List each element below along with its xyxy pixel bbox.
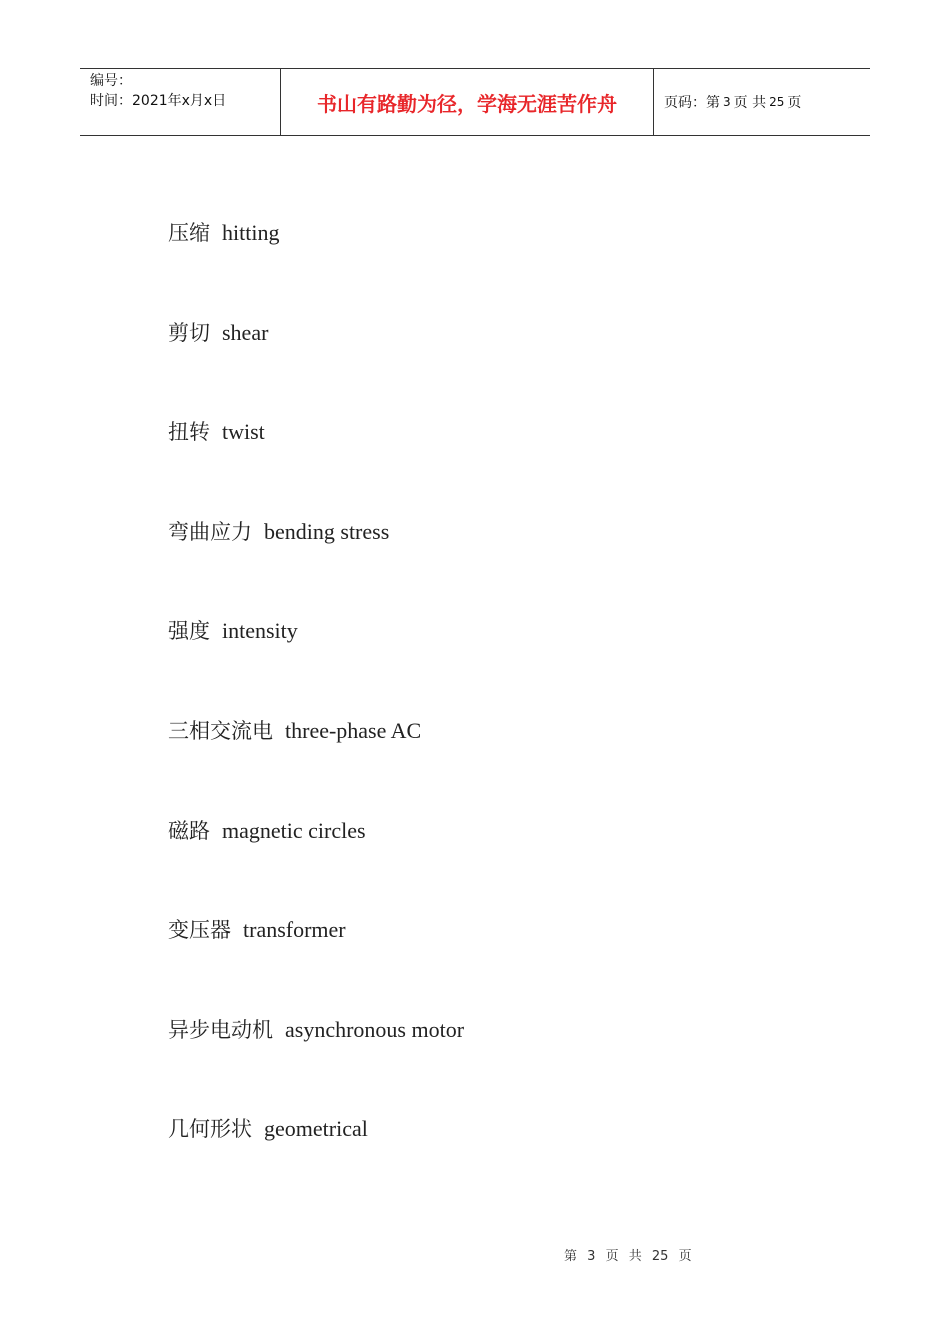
term-english: bending stress — [264, 518, 390, 544]
page-total: 25 — [769, 95, 785, 109]
page-prefix: 页码：第 — [664, 95, 720, 111]
term-chinese: 扭转 — [168, 420, 210, 445]
term-chinese: 磁路 — [168, 818, 210, 843]
term-chinese: 三相交流电 — [168, 718, 273, 743]
term-english: magnetic circles — [222, 817, 366, 843]
list-item — [168, 611, 464, 711]
number-label: 编号： — [90, 73, 132, 89]
term-chinese: 弯曲应力 — [168, 519, 252, 544]
page-mid: 页 共 — [733, 95, 767, 111]
term-english: hitting — [222, 220, 280, 245]
term-chinese: 强度 — [168, 619, 210, 644]
header-page-info — [654, 69, 870, 135]
header-motto — [281, 69, 654, 135]
term-english: intensity — [222, 618, 298, 644]
header-meta — [80, 69, 281, 135]
footer-suffix: 页 — [678, 1249, 692, 1264]
list-item — [168, 910, 464, 1010]
list-item — [168, 213, 464, 313]
term-chinese: 压缩 — [168, 221, 210, 245]
term-chinese: 几何形状 — [168, 1117, 252, 1142]
list-item — [168, 811, 464, 911]
page-suffix: 页 — [787, 95, 802, 111]
list-item — [168, 711, 464, 811]
term-english: geometrical — [264, 1116, 368, 1142]
footer-current-page: 3 — [587, 1249, 596, 1264]
list-item — [168, 1010, 464, 1110]
page-footer — [564, 1245, 698, 1264]
term-english: asynchronous motor — [285, 1016, 465, 1042]
motto-text: 书山有路勤为径，学海无涯苦作舟 — [317, 91, 617, 116]
term-chinese: 变压器 — [168, 918, 231, 943]
page-current: 3 — [723, 95, 731, 109]
term-chinese: 剪切 — [168, 320, 210, 345]
footer-total-pages: 25 — [651, 1249, 669, 1264]
list-item — [168, 512, 464, 612]
list-item — [168, 313, 464, 413]
term-english: shear — [222, 319, 269, 345]
footer-mid1: 页 — [605, 1249, 619, 1264]
list-item — [168, 1109, 464, 1209]
term-chinese: 异步电动机 — [168, 1017, 273, 1042]
term-list — [168, 213, 464, 1209]
list-item — [168, 412, 464, 512]
footer-prefix: 第 — [564, 1249, 578, 1264]
page-header — [80, 68, 870, 136]
term-english: transformer — [243, 917, 346, 943]
term-english: twist — [222, 419, 265, 445]
date-label: 时间：2021年x月x日 — [90, 93, 227, 109]
term-english: three-phase AC — [285, 717, 422, 743]
footer-mid2: 共 — [628, 1249, 642, 1264]
